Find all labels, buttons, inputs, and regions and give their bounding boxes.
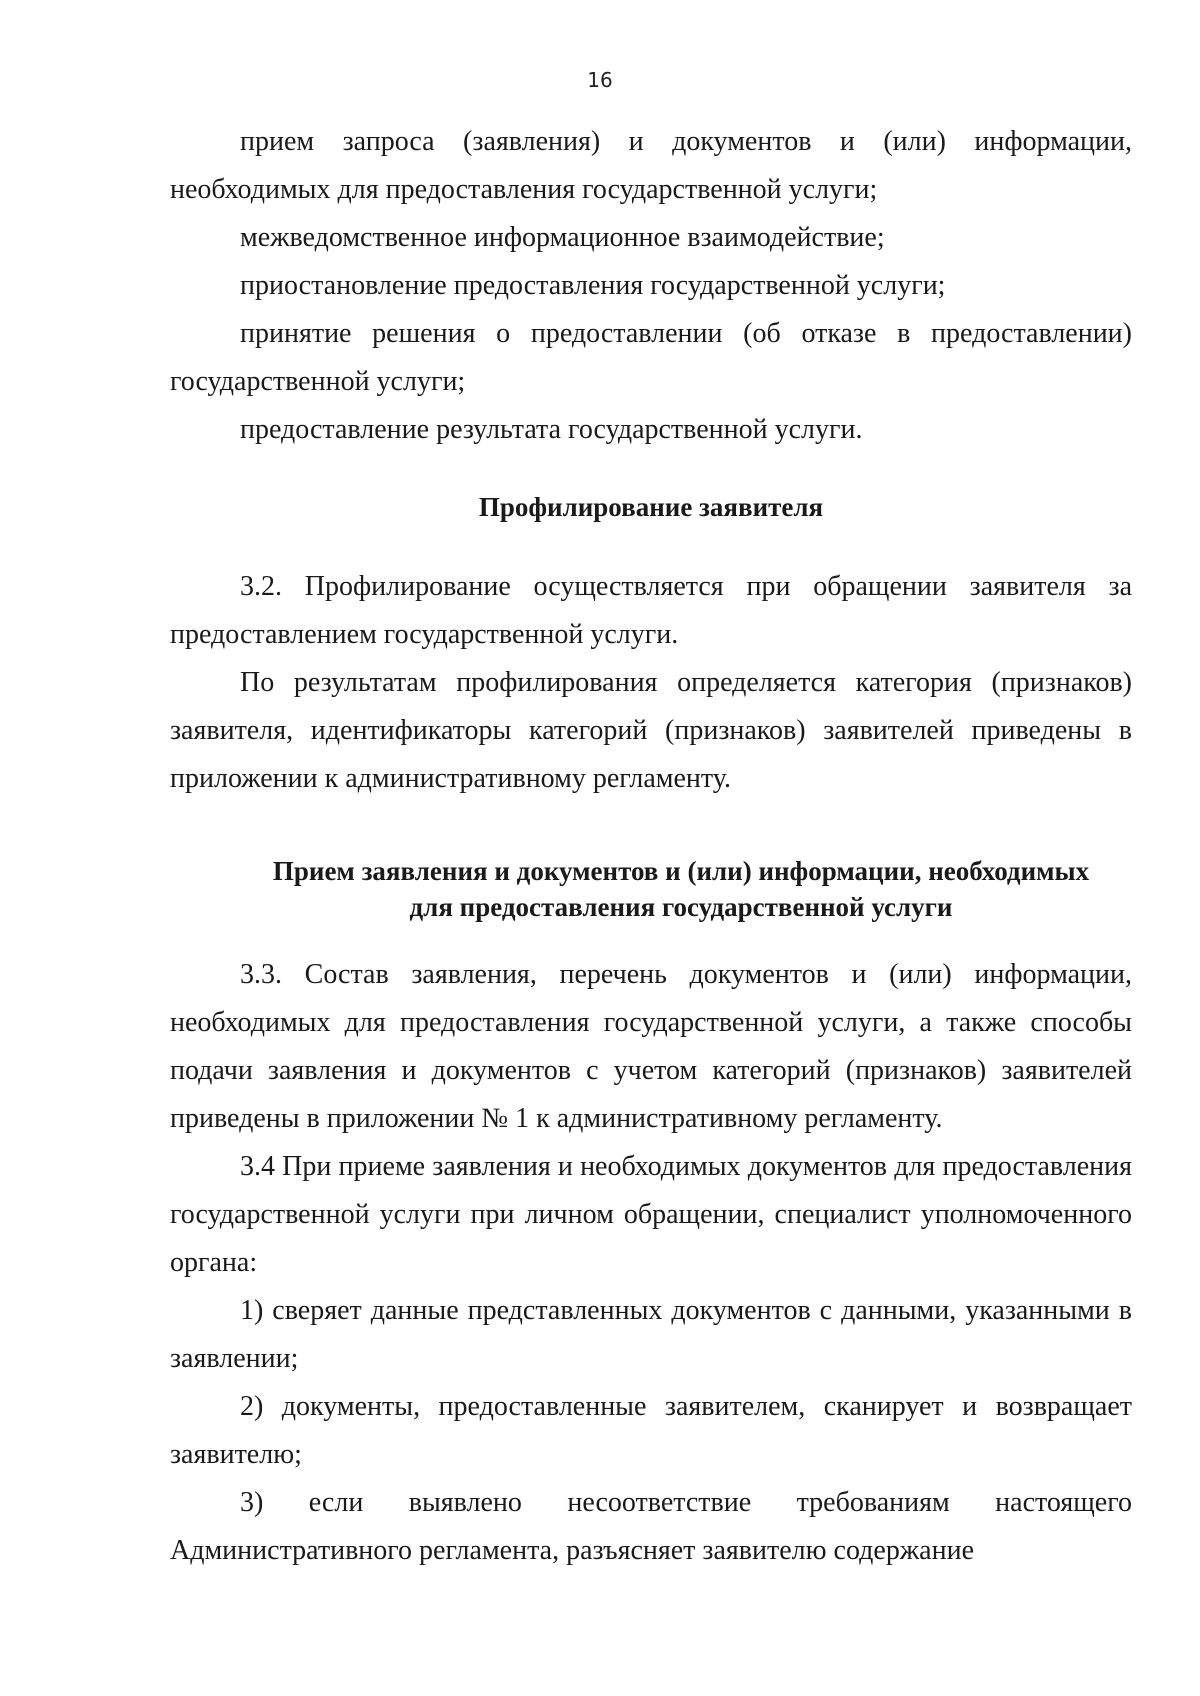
section-heading-reception-line2: для предоставления государственной услуги [409,892,953,922]
paragraph-3-2: 3.2. Профилирование осуществляется при обращении заявителя за предоставлением государственной услуги. [170,571,1132,650]
document-body [170,118,1132,1575]
paragraph-stage-interagency: межведомственное информационное взаимодействие; [240,222,885,253]
paragraph-stage-suspension: приостановление предоставления государственной услуги; [240,270,946,301]
section-heading-reception [170,853,1132,925]
list-item-3: 3) если выявлено несоответствие требованиям настоящего Административного регламента, разъясняет заявителю содержание [170,1487,1132,1566]
section-heading-profiling: Профилирование заявителя [478,492,824,522]
paragraph-stage-result: предоставление результата государственной услуги. [240,414,863,445]
paragraph-profiling-results: По результатам профилирования определяется категория (признаков) заявителя, идентификаторы категорий (признаков) заявителей приведены в приложении к административному регламенту. [170,667,1132,794]
list-item-1: 1) сверяет данные представленных документов с данными, указанными в заявлении; [170,1295,1132,1374]
page-number: 16 [587,68,613,92]
list-item-2: 2) документы, предоставленные заявителем, сканирует и возвращает заявителю; [170,1391,1132,1470]
paragraph-stage-decision: принятие решения о предоставлении (об отказе в предоставлении) государственной услуги; [170,318,1132,397]
paragraph-stage-reception: прием запроса (заявления) и документов и (или) информации, необходимых для предоставления государственной услуги; [170,126,1132,205]
section-heading-reception-line1: Прием заявления и документов и (или) информации, необходимых [272,856,1090,886]
paragraph-3-3: 3.3. Состав заявления, перечень документов и (или) информации, необходимых для предоставления государственной услуги, а также способы подачи заявления и документов с учетом категорий (признаков) заявителей приведены в приложении № 1 к административному регламенту. [170,959,1132,1134]
paragraph-3-4: 3.4 При приеме заявления и необходимых документов для предоставления государственной услуги при личном обращении, специалист уполномоченного органа: [170,1151,1132,1278]
